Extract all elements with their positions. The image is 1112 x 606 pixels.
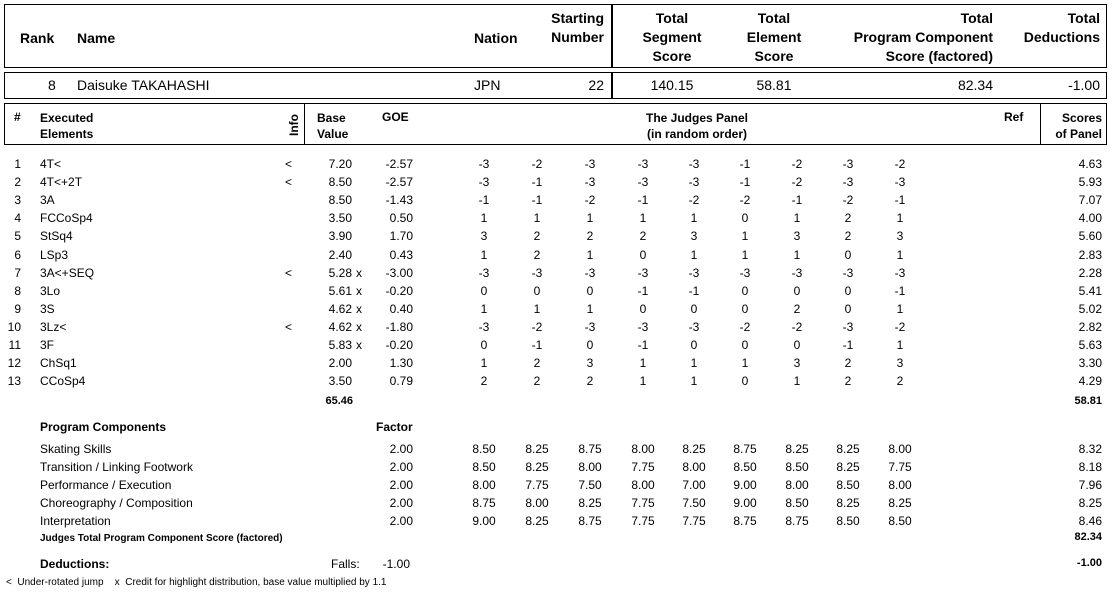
element-judge-score: -2 [791,319,803,334]
component-factor: 2.00 [389,495,413,510]
component-judge-score: 8.50 [472,459,496,474]
element-judge-score: 1 [586,301,594,316]
element-judge-score: 1 [639,211,647,226]
component-judge-score: 8.50 [836,513,860,528]
element-judge-score: 1 [690,374,698,389]
element-name: ChSq1 [40,356,77,371]
elements-total-score: 58.81 [1074,395,1102,407]
element-judge-score: -3 [688,319,700,334]
component-judge-score: 8.25 [525,459,549,474]
element-judge-score: -3 [739,265,751,280]
element-number: 13 [7,374,21,389]
component-panel-score: 8.46 [1078,513,1102,528]
element-judge-score: 0 [533,283,541,298]
element-judge-score: -1 [531,193,543,208]
element-number: 1 [14,157,21,171]
element-panel-score: 2.28 [1078,265,1102,280]
program-components-title: Program Components [40,420,167,434]
skater-deductions: -1.00 [1068,77,1100,93]
component-judge-score: 7.50 [682,495,706,510]
element-judge-score: -1 [739,157,751,171]
component-judge-score: 8.25 [785,442,809,456]
component-judge-score: 9.00 [733,495,757,510]
element-judge-score: 1 [480,356,488,371]
element-judge-score: -1 [842,338,854,352]
element-name: 3A [40,193,55,208]
element-goe: -0.20 [385,338,413,352]
element-number: 9 [14,301,21,316]
element-judge-score: 1 [586,247,594,262]
component-judge-score: 7.75 [682,513,706,528]
elements-total-base: 65.46 [325,395,353,407]
element-judge-score: 1 [586,211,594,226]
element-judge-score: 0 [844,247,852,262]
component-judge-score: 7.75 [631,513,655,528]
component-judge-score: 8.00 [888,442,912,456]
element-goe: 1.30 [389,356,413,371]
element-judge-score: -3 [894,175,906,190]
element-base-value: 2.00 [328,356,352,371]
element-judge-score: 1 [793,211,801,226]
element-number: 11 [8,338,21,352]
element-judge-score: -3 [842,265,854,280]
element-name: 3A<+SEQ [40,265,95,280]
element-judge-score: 0 [690,301,698,316]
falls-value: -1.00 [382,557,410,571]
components-total-score: 82.34 [1074,531,1102,543]
element-judge-score: -1 [791,193,803,208]
element-judge-score: 1 [690,356,698,371]
element-judge-score: 3 [690,229,698,244]
component-judge-score: 8.50 [733,459,757,474]
element-name: FCCoSp4 [40,211,93,226]
element-judge-score: -2 [739,193,751,208]
component-judge-score: 8.00 [631,442,655,456]
component-score-header: Total Program Component Score (factored) [853,10,993,64]
element-name: 3Lz< [40,319,67,334]
element-panel-score: 4.63 [1078,157,1102,171]
element-goe: 1.70 [389,229,413,244]
component-judge-score: 8.50 [472,442,496,456]
element-info-mark: < [285,157,293,171]
element-bonus-mark: x [356,283,362,298]
element-judge-score: 0 [586,338,594,352]
element-number: 8 [14,283,21,298]
element-panel-score: 2.82 [1078,319,1102,334]
element-base-value: 8.50 [328,175,352,190]
components-total-label: Judges Total Program Component Score (factored) [40,533,283,544]
component-judge-score: 8.25 [682,442,706,456]
element-panel-score: 3.30 [1078,356,1102,371]
element-judge-score: 2 [533,229,541,244]
element-judge-score: 0 [741,338,749,352]
element-judge-score: -3 [688,157,700,171]
component-judge-score: 8.25 [525,442,549,456]
component-judge-score: 7.75 [631,459,655,474]
skater-starting-number: 22 [588,77,604,93]
element-base-value: 3.90 [328,229,352,244]
element-judge-score: -2 [739,319,751,334]
component-judge-score: 8.00 [785,477,809,492]
component-judge-score: 8.25 [525,513,549,528]
skater-nation: JPN [474,77,501,93]
component-judge-score: 7.00 [682,477,706,492]
element-judge-score: 1 [480,301,488,316]
element-judge-score: 0 [741,374,749,389]
element-judge-score: 1 [690,211,698,226]
element-judge-score: 0 [586,283,594,298]
component-factor: 2.00 [389,459,413,474]
element-goe: -2.57 [385,175,413,190]
element-goe: 0.40 [389,301,413,316]
executed-elements-header: Executed Elements [40,111,94,141]
element-judge-score: 0 [480,338,488,352]
component-judge-score: 7.75 [888,459,912,474]
nation-header: Nation [474,30,518,46]
element-judge-score: -1 [739,175,751,190]
element-judge-score: -2 [584,193,596,208]
element-name: CCoSp4 [40,374,86,389]
element-bonus-mark: x [356,301,362,316]
rank-header: Rank [20,30,55,46]
element-judge-score: -3 [637,175,649,190]
element-judge-score: 2 [793,301,801,316]
component-judge-score: 7.75 [525,477,549,492]
element-judge-score: 1 [533,301,541,316]
element-judge-score: 0 [741,301,749,316]
element-bonus-mark: x [356,319,362,334]
component-panel-score: 8.18 [1078,459,1102,474]
element-judge-score: 1 [533,211,541,226]
component-judge-score: 8.00 [578,459,602,474]
element-base-value: 5.28 [328,265,352,280]
element-judge-score: -1 [637,283,649,298]
element-judge-score: -3 [688,265,700,280]
component-judge-score: 8.25 [836,442,860,456]
element-judge-score: 0 [639,301,647,316]
element-judge-score: -2 [688,193,700,208]
element-judge-score: -1 [637,193,649,208]
element-judge-score: 2 [533,247,541,262]
component-judge-score: 7.75 [631,495,655,510]
element-judge-score: -3 [842,157,854,171]
element-goe: -2.57 [385,157,413,171]
element-judge-score: -3 [637,265,649,280]
name-header: Name [77,30,116,46]
segment-score-header: Total Segment Score [642,10,702,64]
element-judge-score: 1 [480,247,488,262]
skater-name: Daisuke TAKAHASHI [77,77,210,93]
element-base-value: 7.20 [328,157,352,171]
element-panel-score: 5.60 [1078,229,1102,244]
component-factor: 2.00 [389,442,413,456]
element-base-value: 4.62 [328,319,352,334]
element-judge-score: 1 [896,211,904,226]
element-judge-score: 0 [793,283,801,298]
component-factor: 2.00 [389,477,413,492]
element-judge-score: 0 [844,283,852,298]
element-judge-score: -2 [531,157,543,171]
component-panel-score: 8.32 [1078,442,1102,456]
component-judge-score: 7.50 [578,477,602,492]
element-panel-score: 7.07 [1078,193,1102,208]
element-number: 6 [14,247,21,262]
component-judge-score: 8.75 [733,513,757,528]
element-judge-score: -3 [637,319,649,334]
element-judge-score: 2 [844,356,852,371]
element-judge-score: -1 [531,175,543,190]
component-judge-score: 9.00 [733,477,757,492]
component-judge-score: 8.00 [888,477,912,492]
base-value-header: Base Value [317,111,349,141]
component-panel-score: 8.25 [1078,495,1102,510]
element-base-value: 3.50 [328,211,352,226]
element-panel-score: 4.29 [1078,374,1102,389]
element-judge-score: -2 [791,157,803,171]
element-number-header: # [14,110,21,124]
element-number: 7 [14,265,21,280]
component-judge-score: 8.25 [578,495,602,510]
divider-scores [1040,103,1041,145]
element-judge-score: -3 [531,265,543,280]
deductions-header: Total Deductions [1023,10,1100,45]
element-judge-score: -1 [637,338,649,352]
element-judge-score: 1 [896,247,904,262]
element-base-value: 8.50 [328,193,352,208]
element-judge-score: 2 [844,229,852,244]
component-judge-score: 8.00 [525,495,549,510]
element-judge-score: 1 [793,247,801,262]
element-judge-score: 1 [741,356,749,371]
element-judge-score: 0 [741,211,749,226]
element-judge-score: 2 [533,374,541,389]
element-judge-score: -3 [478,319,490,334]
component-judge-score: 8.00 [682,459,706,474]
element-name: 3S [40,301,55,316]
element-judge-score: 0 [793,338,801,352]
skater-segment-score: 140.15 [650,77,694,93]
factor-header: Factor [376,420,413,434]
element-judge-score: 3 [480,229,488,244]
element-panel-score: 4.00 [1078,211,1102,226]
element-name: StSq4 [40,229,73,244]
element-judge-score: 2 [639,229,647,244]
element-judge-score: 2 [844,374,852,389]
element-name: LSp3 [40,247,69,262]
element-name: 3F [40,338,55,352]
element-judge-score: 1 [896,338,904,352]
element-judge-score: -3 [584,175,596,190]
element-judge-score: -3 [842,175,854,190]
element-judge-score: -2 [894,319,906,334]
element-judge-score: 1 [639,374,647,389]
element-number: 3 [14,193,21,208]
component-name: Choreography / Composition [40,495,193,510]
element-number: 5 [14,229,21,244]
element-panel-score: 5.93 [1078,175,1102,190]
component-judge-score: 8.50 [785,459,809,474]
element-info-mark: < [285,175,293,190]
element-judge-score: -3 [688,175,700,190]
falls-label: Falls: [331,557,360,571]
element-judge-score: 0 [844,301,852,316]
element-judge-score: -1 [478,193,490,208]
element-base-value: 5.83 [328,338,352,352]
element-base-value: 2.40 [328,247,352,262]
component-judge-score: 8.75 [785,513,809,528]
element-judge-score: -2 [791,175,803,190]
info-header: Info [287,114,301,136]
element-base-value: 3.50 [328,374,352,389]
skater-rank: 8 [48,77,56,93]
element-judge-score: -3 [584,265,596,280]
element-judge-score: -3 [478,175,490,190]
element-judge-score: 0 [480,283,488,298]
divider-info [304,103,305,145]
element-judge-score: -1 [531,338,543,352]
element-judge-score: -2 [842,193,854,208]
element-judge-score: 1 [741,247,749,262]
deductions-total: -1.00 [1076,557,1102,569]
component-judge-score: 8.25 [836,459,860,474]
element-panel-score: 5.41 [1078,283,1102,298]
element-judge-score: -3 [791,265,803,280]
element-judge-score: 0 [639,247,647,262]
component-factor: 2.00 [389,513,413,528]
legend-footnote: < Under-rotated jump x Credit for highlight distribution, base value multiplied by 1.1 [6,577,387,588]
component-judge-score: 8.00 [631,477,655,492]
element-judge-score: -1 [894,193,906,208]
component-judge-score: 8.00 [472,477,496,492]
component-judge-score: 8.75 [578,442,602,456]
element-judge-score: -3 [842,319,854,334]
element-judge-score: 1 [690,247,698,262]
element-goe: 0.79 [389,374,413,389]
element-judge-score: -2 [531,319,543,334]
element-base-value: 5.61 [328,283,352,298]
element-judge-score: -1 [894,283,906,298]
element-panel-score: 5.63 [1078,338,1102,352]
element-judge-score: -3 [584,319,596,334]
element-judge-score: -3 [478,157,490,171]
component-judge-score: 8.25 [888,495,912,510]
element-bonus-mark: x [356,265,362,280]
element-judge-score: -3 [894,265,906,280]
element-number: 10 [7,319,21,334]
element-goe: -3.00 [385,265,413,280]
element-judge-score: 1 [793,374,801,389]
component-judge-score: 8.50 [888,513,912,528]
element-bonus-mark: x [356,338,362,352]
element-number: 12 [7,356,21,371]
element-goe: 0.50 [389,211,413,226]
component-judge-score: 8.50 [836,477,860,492]
element-judge-score: 0 [741,283,749,298]
element-judge-score: 3 [586,356,594,371]
ref-header: Ref [1004,110,1024,124]
element-judge-score: 2 [586,229,594,244]
element-info-mark: < [285,319,293,334]
component-judge-score: 8.75 [733,442,757,456]
element-goe: -1.43 [385,193,413,208]
component-name: Transition / Linking Footwork [40,459,193,474]
element-judge-score: 1 [480,211,488,226]
component-judge-score: 8.50 [785,495,809,510]
component-judge-score: 9.00 [472,513,496,528]
element-judge-score: -3 [637,157,649,171]
element-judge-score: 2 [896,374,904,389]
element-number: 2 [14,175,21,190]
element-panel-score: 2.83 [1078,247,1102,262]
component-panel-score: 7.96 [1078,477,1102,492]
component-name: Performance / Execution [40,477,172,492]
element-judge-score: 2 [844,211,852,226]
element-judge-score: -3 [584,157,596,171]
element-judge-score: 1 [896,301,904,316]
element-name: 4T<+2T [40,175,83,190]
component-name: Skating Skills [40,442,112,456]
element-goe: -0.20 [385,283,413,298]
deductions-label: Deductions: [40,557,110,571]
element-goe: 0.43 [389,247,413,262]
scores-of-panel-header: Scores of Panel [1055,111,1102,141]
element-judge-score: -1 [688,283,700,298]
starting-number-header: Starting Number [551,10,604,45]
element-number: 4 [14,211,21,226]
element-judge-score: 1 [741,229,749,244]
element-judge-score: 2 [480,374,488,389]
elements-header-box [4,103,1107,145]
element-judge-score: 3 [793,229,801,244]
element-info-mark: < [285,265,293,280]
element-judge-score: -2 [894,157,906,171]
element-score-header: Total Element Score [746,10,802,64]
element-judge-score: 3 [793,356,801,371]
element-name: 4T< [40,157,62,171]
element-judge-score: 3 [896,229,904,244]
skater-component-score: 82.34 [957,77,993,93]
component-judge-score: 8.75 [472,495,496,510]
judges-panel-header: The Judges Panel (in random order) [645,111,749,141]
element-judge-score: 2 [586,374,594,389]
component-name: Interpretation [40,513,111,528]
element-judge-score: 2 [533,356,541,371]
element-judge-score: -3 [478,265,490,280]
element-goe: -1.80 [385,319,413,334]
skater-element-score: 58.81 [756,77,792,93]
component-judge-score: 8.75 [578,513,602,528]
element-judge-score: 1 [639,356,647,371]
element-judge-score: 0 [690,338,698,352]
element-name: 3Lo [40,283,61,298]
element-panel-score: 5.02 [1078,301,1102,316]
element-judge-score: 3 [896,356,904,371]
element-base-value: 4.62 [328,301,352,316]
component-judge-score: 8.25 [836,495,860,510]
goe-header: GOE [382,110,409,124]
